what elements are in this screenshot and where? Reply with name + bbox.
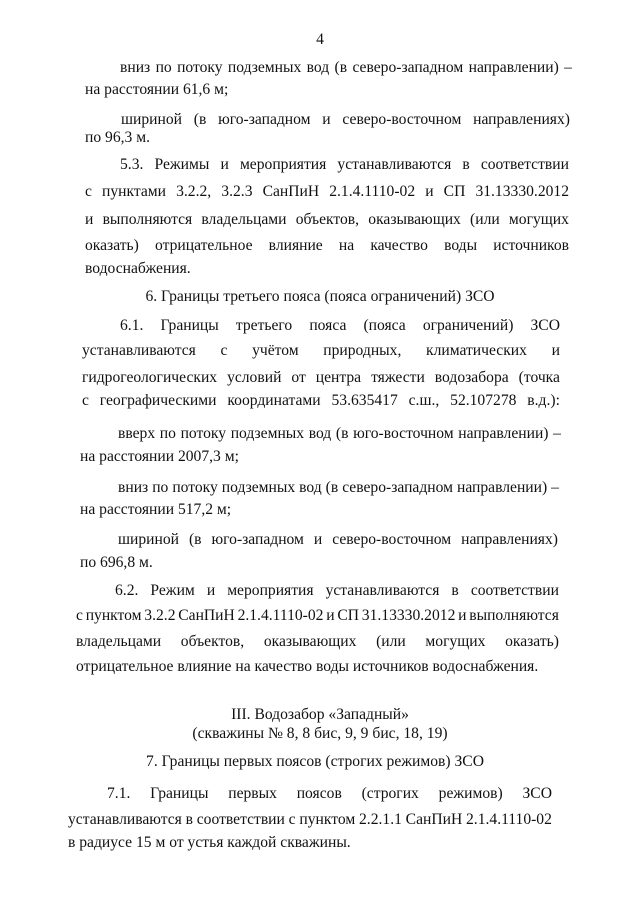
word: (в — [325, 479, 339, 496]
text-line — [85, 210, 569, 230]
word: Границы — [150, 785, 209, 802]
word: вод — [306, 59, 330, 76]
word: 3.2.2, — [176, 183, 212, 200]
word: климатических — [426, 342, 527, 359]
word: в — [462, 156, 470, 173]
word: (в — [335, 425, 349, 442]
word: и — [206, 582, 216, 599]
word: подземных — [227, 59, 302, 76]
text-line: в радиусе 15 м от устья каждой скважины. — [68, 834, 351, 851]
text-line — [82, 368, 560, 388]
word: с — [288, 811, 296, 828]
word: соответствии — [480, 156, 569, 173]
word: и — [220, 156, 229, 173]
section-subtitle: (скважины № 8, 8 бис, 9, 9 бис, 18, 19) — [192, 725, 448, 742]
word: СанПиН — [262, 183, 320, 200]
word: СП — [337, 607, 360, 624]
word: пояса — [309, 317, 347, 334]
text-line — [76, 606, 559, 626]
word: – — [551, 479, 559, 496]
text-line — [120, 155, 569, 175]
word: пунктом — [85, 607, 142, 624]
word: устанавливаются — [68, 811, 182, 828]
text-line: на расстоянии 2007,3 м; — [80, 448, 239, 465]
word: 52.107278 — [450, 392, 517, 409]
word: гидрогеологических — [82, 369, 218, 386]
word: направлении) — [456, 479, 548, 496]
word: устанавливаются — [325, 582, 440, 599]
word: направлениях) — [461, 531, 558, 548]
text-line — [76, 632, 559, 652]
text-line — [118, 530, 558, 550]
word: 2.1.4.1110-02 — [329, 183, 416, 200]
word: (в — [193, 111, 207, 128]
word: устанавливаются — [82, 342, 196, 359]
word: оказывающих — [263, 633, 357, 650]
word: ЗСО — [522, 785, 552, 802]
word: качество — [370, 237, 428, 254]
word: вниз — [118, 479, 149, 496]
text-line — [121, 110, 570, 130]
word: потоку — [180, 425, 227, 442]
word: от — [291, 369, 306, 386]
text-line: по 96,3 м. — [85, 129, 150, 146]
word: 2.1.4.1110-02 — [466, 811, 552, 828]
word: по — [159, 425, 176, 442]
word: природных, — [323, 342, 402, 359]
word: в — [185, 811, 193, 828]
text-line: водоснабжения. — [85, 260, 191, 277]
word: в — [451, 582, 459, 599]
word: северо-западном — [352, 59, 464, 76]
word: отрицательное — [155, 237, 253, 254]
text-line — [85, 182, 569, 202]
word: с.ш., — [408, 392, 440, 409]
word: северо-западном — [342, 479, 453, 496]
word: устанавливаются — [337, 156, 452, 173]
word: направлениях) — [473, 111, 570, 128]
word: объектов, — [180, 633, 245, 650]
word: ЗСО — [530, 317, 560, 334]
word: оказывающих — [368, 211, 461, 228]
word: источников — [493, 237, 569, 254]
section-title: III. Водозабор «Западный» — [231, 706, 409, 723]
word: с — [220, 342, 228, 359]
word: по — [155, 59, 172, 76]
word: третьего — [235, 317, 293, 334]
word: – — [553, 425, 561, 442]
word: центра — [315, 369, 362, 386]
text-line: отрицательное влияние на качество воды источников водоснабжения. — [76, 658, 539, 675]
word: юго-западном — [211, 531, 304, 548]
word: СанПиН — [178, 607, 235, 624]
word: направлении) — [468, 59, 559, 76]
text-line — [82, 341, 560, 361]
word: юго-восточном — [353, 425, 454, 442]
word: влияние — [268, 237, 323, 254]
word: выполняются — [469, 607, 559, 624]
word: в.д.): — [527, 392, 560, 409]
text-line: по 696,8 м. — [80, 554, 153, 571]
word: подземных — [230, 425, 305, 442]
word: 7.1. — [107, 785, 131, 802]
word: владельцами — [76, 633, 162, 650]
text-line — [85, 236, 569, 256]
word: 3.2.2 — [144, 607, 176, 624]
word: (в — [188, 531, 202, 548]
word: – — [564, 59, 572, 76]
word: 31.13330.2012 — [361, 607, 456, 624]
word: соответствии — [470, 582, 559, 599]
word: владельцами — [201, 211, 287, 228]
word: воды — [444, 237, 478, 254]
word: вниз — [120, 59, 151, 76]
word: 2.2.1.1 — [359, 811, 402, 828]
word: шириной — [121, 111, 182, 128]
word: выполняются — [102, 211, 193, 228]
word: (в — [334, 59, 348, 76]
word: и — [326, 607, 335, 624]
page-number: 4 — [316, 31, 324, 48]
word: 6.1. — [120, 317, 144, 334]
word: вод — [308, 425, 332, 442]
word: 2.1.4.1110-02 — [237, 607, 324, 624]
word: объектов, — [295, 211, 360, 228]
word: учётом — [252, 342, 299, 359]
word: 53.635417 — [331, 392, 398, 409]
word: 31.13330.2012 — [475, 183, 569, 200]
word: координатами — [227, 392, 321, 409]
word: Режим — [150, 582, 195, 599]
word: мероприятия — [239, 156, 327, 173]
word: (или — [470, 211, 500, 228]
word: и — [313, 531, 323, 548]
word: 6.2. — [115, 582, 139, 599]
word: (пояса — [363, 317, 406, 334]
word: соответствии — [196, 811, 285, 828]
word: Режимы — [154, 156, 210, 173]
text-line — [68, 810, 552, 830]
text-line — [118, 424, 561, 444]
word: тяжести — [371, 369, 425, 386]
word: и — [551, 342, 560, 359]
word: пунктом — [299, 811, 356, 828]
word: с — [76, 607, 83, 624]
word: вверх — [118, 425, 156, 442]
word: режимов) — [438, 785, 503, 802]
word: подземных — [221, 479, 296, 496]
word: СанПиН — [405, 811, 463, 828]
text-line — [115, 581, 559, 601]
word: направлении) — [458, 425, 549, 442]
word: 3.2.3 — [221, 183, 253, 200]
word: мероприятия — [227, 582, 314, 599]
word: географическими — [99, 392, 217, 409]
word: потоку — [172, 479, 218, 496]
word: северо-восточном — [332, 531, 452, 548]
word: водозабора — [434, 369, 509, 386]
text-line — [107, 784, 552, 804]
word: и — [425, 183, 434, 200]
word: северо-восточном — [342, 111, 462, 128]
word: по — [152, 479, 169, 496]
text-line: на расстоянии 61,6 м; — [85, 81, 229, 98]
word: с — [82, 392, 89, 409]
word: могущих — [508, 211, 569, 228]
word: с — [85, 183, 92, 200]
word: поясов — [296, 785, 342, 802]
text-line — [118, 478, 559, 498]
word: ограничений) — [422, 317, 514, 334]
word: и — [322, 111, 331, 128]
section-heading: 6. Границы третьего пояса (пояса ограничений) ЗСО — [145, 288, 495, 305]
word: (или — [376, 633, 406, 650]
text-line — [120, 58, 572, 78]
word: (строгих — [361, 785, 419, 802]
text-line: на расстоянии 517,2 м; — [80, 501, 232, 518]
text-line — [120, 316, 560, 336]
word: Границы — [160, 317, 219, 334]
word: и — [85, 211, 94, 228]
word: оказать) — [85, 237, 139, 254]
word: 5.3. — [120, 156, 144, 173]
word: шириной — [118, 531, 179, 548]
word: потоку — [177, 59, 223, 76]
word: могущих — [425, 633, 486, 650]
word: и — [458, 607, 467, 624]
text-line — [82, 391, 560, 411]
word: вод — [299, 479, 322, 496]
word: первых — [228, 785, 277, 802]
word: условий — [227, 369, 282, 386]
word: пунктами — [102, 183, 167, 200]
section-heading: 7. Границы первых поясов (строгих режимов) ЗСО — [146, 753, 484, 770]
word: СП — [443, 183, 466, 200]
word: (точка — [518, 369, 560, 386]
word: оказать) — [505, 633, 559, 650]
word: на — [338, 237, 355, 254]
word: юго-западном — [218, 111, 311, 128]
